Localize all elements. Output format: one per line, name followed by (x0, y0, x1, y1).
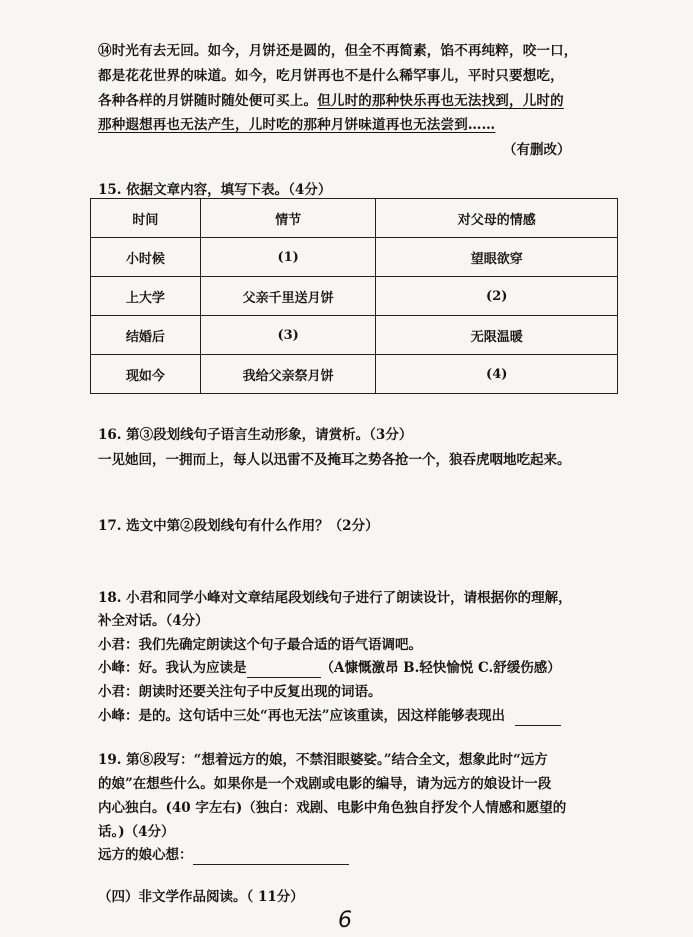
passage-line-3 (98, 92, 564, 110)
answer-blank-4[interactable]: (4) (376, 355, 618, 394)
answer-blank-3[interactable]: (3) (200, 316, 376, 355)
answer-blank-2[interactable]: (2) (376, 277, 618, 316)
q18-dialogue-4-text: 小峰：是的。这句话中三处“再也无法”应该重读，因这样能够表现出 (98, 708, 506, 724)
q18-dialogue-4 (98, 707, 561, 726)
table-row (91, 355, 618, 394)
passage-line-3-plain: 各种各样的月饼随时随处便可买上。 (98, 93, 318, 109)
q18-options: （A慷慨激昂 B.轻快愉悦 C.舒缓伤感） (320, 660, 561, 676)
monologue-answer-blank[interactable] (193, 846, 349, 865)
passage-underlined-sentence-part-2: 那种遐想再也无法产生，儿时吃的那种月饼味道再也无法尝到…… (98, 117, 496, 133)
q16-sentence: 一见她回，一拥而上，每人以迅雷不及掩耳之势各抢一个，狼吞虎咽地吃起来。 (98, 452, 571, 468)
header-time: 时间 (91, 199, 201, 238)
q19-line-1: 19. 第⑧段写：“想着远方的娘，不禁泪眼婆娑。”结合全文，想象此时“远方 (98, 752, 548, 768)
q19-line-2: 的娘”在想些什么。如果你是一个戏剧或电影的编导，请为远方的娘设计一段 (98, 776, 552, 792)
passage-underlined-sentence-part-1: 但儿时的那种快乐再也无法找到，儿时的 (317, 93, 564, 109)
q19-line-3: 内心独白。(40 字左右)（独白：戏剧、电影中角色独自抒发个人情感和愿望的 (98, 800, 567, 816)
q17-title: 17. 选文中第②段划线句有什么作用？（2分） (98, 518, 379, 534)
q19-answer-label: 远方的娘心想： (98, 847, 193, 863)
passage-line-2: 都是花花世界的味道。如今，吃月饼再也不是什么稀罕事儿，平时只要想吃， (98, 68, 564, 84)
table-header-row (91, 199, 618, 238)
header-emotion: 对父母的情感 (376, 199, 618, 238)
q18-dialogue-3: 小君：朗读时还要关注句子中反复出现的词语。 (98, 684, 382, 700)
table-cell: 结婚后 (91, 316, 201, 355)
header-plot: 情节 (200, 199, 376, 238)
q18-dialogue-1: 小君：我们先确定朗读这个句子最合适的语气语调吧。 (98, 637, 422, 653)
q18-dialogue-2 (98, 659, 561, 678)
express-answer-blank[interactable] (515, 707, 561, 726)
q19-line-4: 话。)（4分） (98, 824, 175, 840)
table-cell: 小时候 (91, 238, 201, 277)
q19-answer-row (98, 846, 349, 865)
table-cell: 父亲千里送月饼 (200, 277, 376, 316)
q15-table (90, 198, 618, 394)
q15-title: 15. 依据文章内容，填写下表。（4分） (98, 182, 332, 198)
tone-answer-blank[interactable] (247, 659, 321, 678)
table-cell: 现如今 (91, 355, 201, 394)
section-4-heading: （四）非文学作品阅读。（ 11分） (98, 889, 304, 905)
answer-blank-1[interactable]: (1) (200, 238, 376, 277)
page-number: 6 (338, 908, 352, 933)
table-cell: 我给父亲祭月饼 (200, 355, 376, 394)
q16-title: 16. 第③段划线句子语言生动形象，请赏析。（3分） (98, 427, 413, 443)
table-row (91, 238, 618, 277)
q18-title-line-2: 补全对话。（4分） (98, 613, 209, 629)
table-row (91, 316, 618, 355)
q18-title-line-1: 18. 小君和同学小峰对文章结尾段划线句子进行了朗读设计，请根据你的理解， (98, 590, 572, 606)
table-cell: 上大学 (91, 277, 201, 316)
table-cell: 望眼欲穿 (376, 238, 618, 277)
passage-line-1: ⑭时光有去无回。如今，月饼还是圆的，但全不再简素，馅不再纯粹，咬一口， (98, 43, 578, 59)
table-cell: 无限温暖 (376, 316, 618, 355)
table-row (91, 277, 618, 316)
q18-dialogue-2-text: 小峰：好。我认为应读是 (98, 660, 247, 676)
edit-credit: （有删改） (503, 142, 571, 158)
